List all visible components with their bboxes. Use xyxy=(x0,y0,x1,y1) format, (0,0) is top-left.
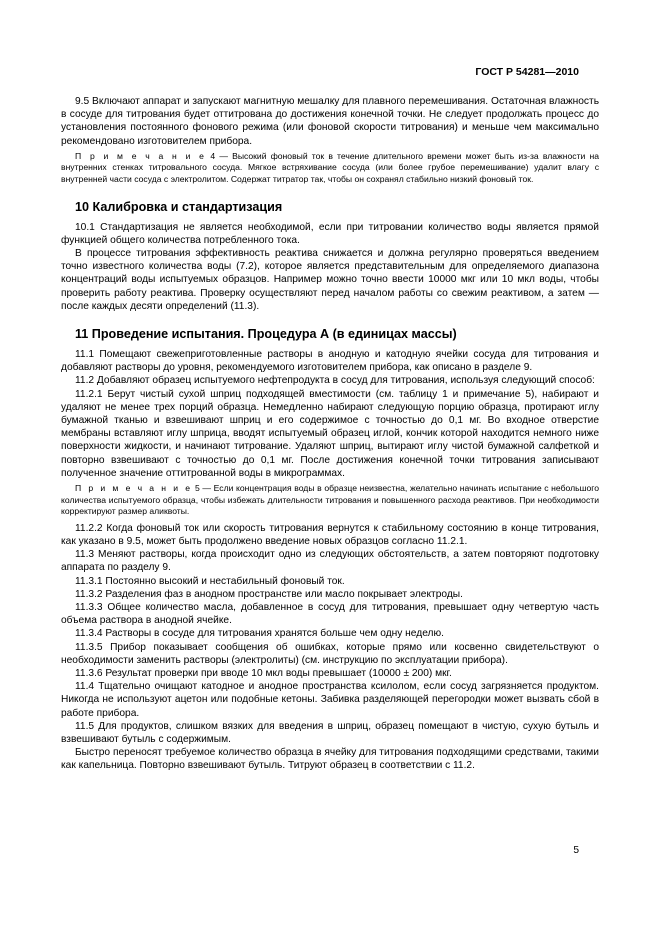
note-4 xyxy=(61,151,599,186)
paragraph-11-2-2: 11.2.2 Когда фоновый ток или скорость титрования вернутся к стабильному состоянию в конце титрования, как указано в 9.5, может быть продолжено введение новых образцов согласно 11.2.1. xyxy=(61,522,599,548)
paragraph-9-5: 9.5 Включают аппарат и запускают магнитную мешалку для плавного перемешивания. Остаточная влажность в сосуде для титрования будет оттитрована до достижения конечной точки. Не следует продолжать процесс до установления постоянного фонового режима (или фоновой скорости титрования) и меньше чем максимально рекомендовано изготовителем прибора. xyxy=(61,96,599,147)
document-body xyxy=(61,95,599,773)
note-5 xyxy=(61,483,599,518)
paragraph-11-2: 11.2 Добавляют образец испытуемого нефтепродукта в сосуд для титрования, используя следующий способ: xyxy=(75,375,595,387)
note-4-text: 4 — Высокий фоновый ток в течение длительного времени может быть из-за влажности на внутренних стенках титровального сосуда. Мягкое встряхивание сосуда (или более грубое перемешивание) удалит влагу с внутренней части сосуда с электролитом. Содержат титратор так, чтобы он сохранял стабильно низкий фоновый ток. xyxy=(61,150,599,184)
paragraph-11-2-1: 11.2.1 Берут чистый сухой шприц подходящей вместимости (см. таблицу 1 и примечание 5), набирают и удаляют не менее трех порций образца. Немедленно набирают следующую порцию образца, протирают иглу бумажной тканью и взвешивают шприц и его содержимое с точностью до 0,1 мг. Во входное отверстие мембраны вставляют иглу шприца, вводят испытуемый образец иглой, кончик которой находится немного ниже поверхности жидкости, и начинают титрование. Удаляют шприц, вытирают иглу чистой бумажной салфеткой и повторно взвешивают с точностью до 0,1 мг. После достижения конечной точки титрования записывают полученное значение оттитрованной воды в микрограммах. xyxy=(61,388,599,479)
page-number: 5 xyxy=(573,845,579,856)
paragraph-11-3-3: 11.3.3 Общее количество масла, добавленное в сосуд для титрования, превышает одну четвертую часть объема раствора в анодной ячейке. xyxy=(61,602,599,627)
paragraph-11-3-5: 11.3.5 Прибор показывает сообщения об ошибках, которые прямо или косвенно свидетельствуют о необходимости заменить растворы (электролиты) (см. инструкцию по эксплуатации прибора). xyxy=(61,641,599,666)
paragraph-11-5-cont: Быстро переносят требуемое количество образца в ячейку для титрования подходящими средствами, такими как капельница. Повторно взвешивают бутыль. Титруют образец в соответствии с 11.2. xyxy=(61,747,599,772)
paragraph-11-3: 11.3 Меняют растворы, когда происходит одно из следующих обстоятельств, а затем повторяют подготовку аппарата по разделу 9. xyxy=(61,549,599,574)
paragraph-11-5: 11.5 Для продуктов, слишком вязких для введения в шприц, образец помещают в чистую, сухую бутыль и взвешивают бутыль с содержимым. xyxy=(61,720,599,746)
note-5-label: П р и м е ч а н и е xyxy=(75,483,193,494)
note-4-label: П р и м е ч а н и е xyxy=(75,150,207,161)
paragraph-10-2: В процессе титрования эффективность реактива снижается и должна регулярно проверяться введением точно известного количества воды (7.2), которое является представительным для определяемого диапазона концентраций воды испытуемых образцов. Например можно точно ввести 10000 мкг или 10 мкл воды, чтобы проверить работу реактива. Проверку осуществляют перед началом работы со свежим реактивом, а затем — после каждых десяти определений (11.3). xyxy=(61,248,599,312)
document-header: ГОСТ Р 54281—2010 xyxy=(475,66,579,78)
paragraph-11-3-2: 11.3.2 Разделения фаз в анодном пространстве или масло покрывает электроды. xyxy=(75,588,463,600)
section-11-heading: 11 Проведение испытания. Процедура А (в единицах массы) xyxy=(75,327,457,342)
paragraph-11-3-1: 11.3.1 Постоянно высокий и нестабильный фоновый ток. xyxy=(75,575,345,587)
paragraph-11-3-4: 11.3.4 Растворы в сосуде для титрования хранятся больше чем одну неделю. xyxy=(75,628,444,640)
section-10-heading: 10 Калибровка и стандартизация xyxy=(75,199,283,214)
paragraph-11-3-6: 11.3.6 Результат проверки при вводе 10 мкл воды превышает (10000 ± 200) мкг. xyxy=(75,668,452,680)
paragraph-10-1: 10.1 Стандартизация не является необходимой, если при титровании количество воды является прямой функцией общего количества потребленного тока. xyxy=(61,221,599,246)
note-5-text: 5 — Если концентрация воды в образце неизвестна, желательно начинать испытание с небольшого количества испытуемого образца, чтобы избежать длительности титрования и повышенного расхода реактивов. При необходимости корректируют размер аликвоты. xyxy=(61,483,600,517)
paragraph-11-4: 11.4 Тщательно очищают катодное и анодное пространства ксилолом, если сосуд загрязняется продуктом. Никогда не используют ацетон или подобные кетоны. Забивка разделяющей перегородки может вызвать сбой в работе прибора. xyxy=(61,681,599,719)
paragraph-11-1: 11.1 Помещают свежеприготовленные растворы в анодную и катодную ячейки сосуда для титрования и добавляют растворы до уровня, рекомендуемого изготовителем прибора, как описано в разделе 9. xyxy=(61,349,599,374)
